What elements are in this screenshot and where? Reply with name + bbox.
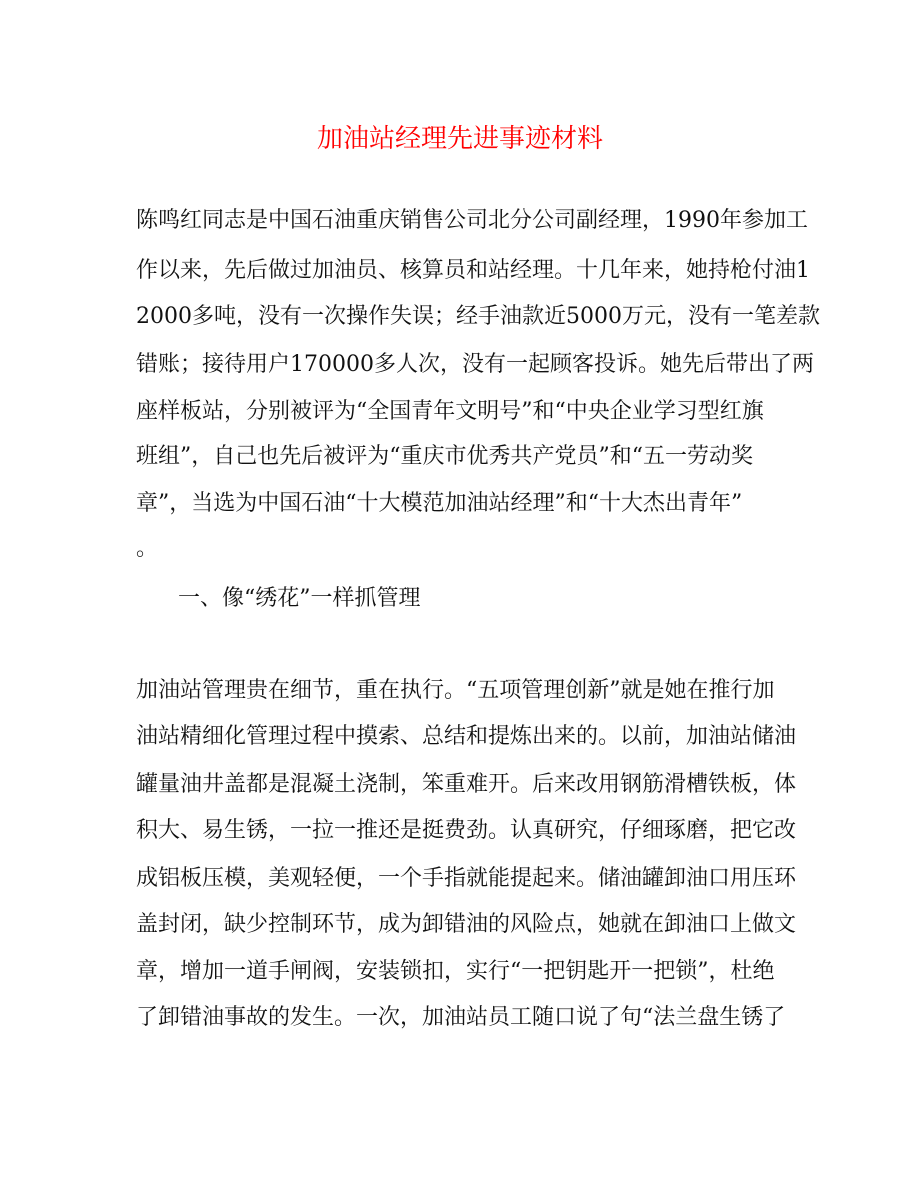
paragraph-line: 油站精细化管理过程中摸索、总结和提炼出来的。以前，加油站储油: [136, 724, 797, 749]
document-title: 加油站经理先进事迹材料: [316, 124, 603, 154]
paragraph-line: 2000多吨，没有一次操作失误；经手油款近5000万元，没有一笔差款: [136, 304, 820, 329]
paragraph-line: 加油站管理贵在细节，重在执行。“五项管理创新”就是她在推行加: [136, 678, 775, 703]
paragraph-line: 盖封闭，缺少控制环节，成为卸错油的风险点，她就在卸油口上做文: [136, 912, 797, 937]
paragraph-line: 作以来，先后做过加油员、核算员和站经理。十几年来，她持枪付油1: [136, 258, 810, 283]
paragraph-line: 成铝板压模，美观轻便，一个手指就能提起来。储油罐卸油口用压环: [136, 866, 797, 891]
paragraph-line: 。: [136, 536, 159, 561]
paragraph-line: 错账；接待用户170000多人次，没有一起顾客投诉。她先后带出了两: [136, 352, 814, 377]
paragraph-line: 章”，当选为中国石油“十大模范加油站经理”和“十大杰出青年”: [136, 491, 743, 516]
paragraph-line: 积大、易生锈，一拉一推还是挺费劲。认真研究，仔细琢磨，把它改: [136, 818, 797, 843]
paragraph-line: 了卸错油事故的发生。一次，加油站员工随口说了句“法兰盘生锈了: [136, 1005, 786, 1030]
paragraph-line: 罐量油井盖都是混凝土浇制，笨重难开。后来改用钢筋滑槽铁板，体: [136, 772, 797, 797]
paragraph-line: 班组”，自己也先后被评为“重庆市优秀共产党员”和“五一劳动奖: [136, 444, 753, 469]
paragraph-line: 座样板站，分别被评为“全国青年文明号”和“中央企业学习型红旗: [136, 399, 764, 424]
section-heading: 一、像“绣花”一样抓管理: [178, 586, 421, 611]
paragraph-line: 陈鸣红同志是中国石油重庆销售公司北分公司副经理，1990年参加工: [136, 208, 808, 233]
paragraph-line: 章，增加一道手闸阀，安装锁扣，实行“一把钥匙开一把锁”，杜绝: [136, 959, 775, 984]
